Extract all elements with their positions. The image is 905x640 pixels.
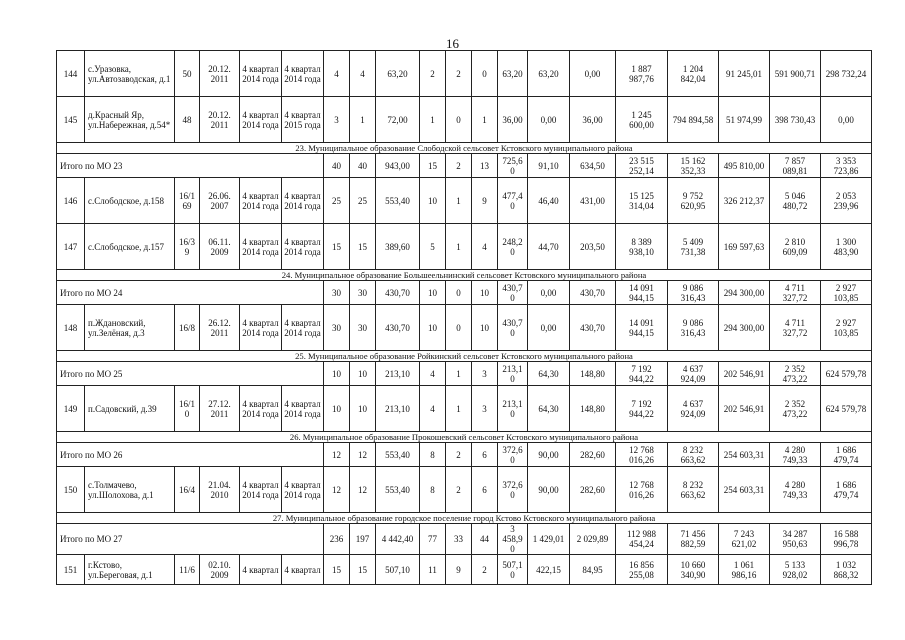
table-cell: 794 894,58	[668, 97, 719, 143]
table-cell: 1 245 600,00	[616, 97, 668, 143]
table-cell: 148,80	[570, 386, 616, 432]
table-cell: 14 091 944,15	[616, 281, 668, 305]
table-cell: 12	[350, 443, 376, 467]
table-cell: 12	[350, 467, 376, 513]
table-cell: 8 232 663,62	[668, 443, 719, 467]
table-cell: 430,70	[376, 281, 420, 305]
page-number: 16	[446, 36, 459, 51]
table-cell: 202 546,91	[719, 386, 770, 432]
table-cell: 26.12. 2011	[200, 305, 240, 351]
table-cell: 4 квартал 2014 года	[282, 224, 324, 270]
table-cell: 10	[420, 305, 446, 351]
table-cell: 30	[350, 305, 376, 351]
table-cell: 63,20	[376, 51, 420, 97]
table-cell: 90,00	[528, 443, 570, 467]
table-cell: 8	[420, 443, 446, 467]
table-cell: 254 603,31	[719, 443, 770, 467]
table-cell: 431,00	[570, 178, 616, 224]
table-cell: 507,1 0	[498, 555, 528, 585]
table-cell: 30	[324, 281, 350, 305]
table-cell: 90,00	[528, 467, 570, 513]
table-cell: 1	[446, 224, 472, 270]
table-cell: 3	[324, 97, 350, 143]
table-cell: 0,00	[528, 305, 570, 351]
table-cell: 16/1 69	[175, 178, 200, 224]
table-cell: 15	[350, 224, 376, 270]
row-number: 145	[57, 97, 85, 143]
subtotal-label: Итого по МО 25	[57, 362, 324, 386]
table-cell: 2 927 103,85	[821, 281, 872, 305]
table-body	[57, 51, 872, 585]
table-cell: 12	[324, 467, 350, 513]
table-cell: 4 442,40	[376, 524, 420, 555]
table-cell: 5 409 731,38	[668, 224, 719, 270]
table-cell: 4	[350, 51, 376, 97]
table-cell: 422,15	[528, 555, 570, 585]
subtotal-label: Итого по МО 27	[57, 524, 324, 555]
table-cell: 236	[324, 524, 350, 555]
table-cell: 1	[350, 97, 376, 143]
table-cell: 4	[420, 386, 446, 432]
table-cell: 4 квартал 2014 года	[240, 224, 282, 270]
table-row	[57, 555, 872, 585]
row-number: 147	[57, 224, 85, 270]
table-cell: 282,60	[570, 467, 616, 513]
table-cell: 4 квартал 2014 года	[240, 386, 282, 432]
table-cell: 254 603,31	[719, 467, 770, 513]
row-number: 148	[57, 305, 85, 351]
table-cell: 507,10	[376, 555, 420, 585]
table-row	[57, 97, 872, 143]
table-cell: 2	[446, 443, 472, 467]
table-cell: 10	[324, 362, 350, 386]
table-cell: 1	[446, 362, 472, 386]
table-cell: 1 887 987,76	[616, 51, 668, 97]
table-cell: 30	[324, 305, 350, 351]
subtotal-label: Итого по МО 23	[57, 154, 324, 178]
table-cell: 4 280 749,33	[770, 443, 821, 467]
table-cell: 4 280 749,33	[770, 467, 821, 513]
table-cell: 30	[350, 281, 376, 305]
address-cell: п.Ждановский, ул.Зелёная, д.3	[85, 305, 175, 351]
table-cell: 9	[446, 555, 472, 585]
table-cell: 4 квартал 2014 года	[282, 51, 324, 97]
table-cell: 298 732,24	[821, 51, 872, 97]
table-cell: 1	[446, 386, 472, 432]
table-cell: 202 546,91	[719, 362, 770, 386]
table-cell: 25	[350, 178, 376, 224]
section-header-row	[57, 513, 872, 524]
table-cell: 4 квартал 2014 года	[240, 467, 282, 513]
table-cell: 10	[420, 281, 446, 305]
row-number: 146	[57, 178, 85, 224]
table-cell: 3 353 723,86	[821, 154, 872, 178]
section-title: 25. Муниципальное образование Ройкинский сельсовет Кстовского муниципального района	[57, 351, 872, 362]
table-cell: 1 429,01	[528, 524, 570, 555]
table-cell: 430,70	[570, 305, 616, 351]
table-cell: 11	[420, 555, 446, 585]
table-cell: 36,00	[498, 97, 528, 143]
table-row	[57, 305, 872, 351]
table-cell: 15	[350, 555, 376, 585]
table-cell: 4 квартал 2015 года	[282, 97, 324, 143]
table-cell: 1	[420, 97, 446, 143]
address-cell: с.Толмачево, ул.Шолохова, д.1	[85, 467, 175, 513]
table-cell: 148,80	[570, 362, 616, 386]
table-cell: 23 515 252,14	[616, 154, 668, 178]
table-cell: 634,50	[570, 154, 616, 178]
table-cell: 725,6 0	[498, 154, 528, 178]
table-cell: 16/1 0	[175, 386, 200, 432]
table-cell: 0	[446, 281, 472, 305]
table-cell: 2	[446, 467, 472, 513]
table-cell: 553,40	[376, 178, 420, 224]
table-cell: 12	[324, 443, 350, 467]
row-number: 151	[57, 555, 85, 585]
table-cell: 10	[350, 386, 376, 432]
subtotal-row	[57, 443, 872, 467]
table-cell: 46,40	[528, 178, 570, 224]
table-cell: 4 квартал 2014 года	[282, 467, 324, 513]
table-cell: 4 711 327,72	[770, 305, 821, 351]
table-cell: 398 730,43	[770, 97, 821, 143]
table-cell: 25	[324, 178, 350, 224]
table-cell: 197	[350, 524, 376, 555]
table-cell: 8 389 938,10	[616, 224, 668, 270]
table-cell: 16/8	[175, 305, 200, 351]
table-cell: 430,70	[376, 305, 420, 351]
table-cell: 10	[472, 305, 498, 351]
table-cell: 5 046 480,72	[770, 178, 821, 224]
table-cell: 44	[472, 524, 498, 555]
table-cell: 14 091 944,15	[616, 305, 668, 351]
table-cell: 15	[420, 154, 446, 178]
table-cell: 26.06. 2007	[200, 178, 240, 224]
table-cell: 4 квартал	[240, 555, 282, 585]
table-cell: 16 856 255,08	[616, 555, 668, 585]
housing-program-table	[56, 50, 872, 585]
table-cell: 2 927 103,85	[821, 305, 872, 351]
address-cell: д.Красный Яр, ул.Набережная, д.54*	[85, 97, 175, 143]
table-cell: 0,00	[528, 97, 570, 143]
table-cell: 1 032 868,32	[821, 555, 872, 585]
table-cell: 0	[472, 51, 498, 97]
table-cell: 2	[472, 555, 498, 585]
table-row	[57, 224, 872, 270]
table-cell: 4 637 924,09	[668, 362, 719, 386]
table-cell: 40	[324, 154, 350, 178]
table-cell: 16/4	[175, 467, 200, 513]
table-cell: 9	[472, 178, 498, 224]
subtotal-row	[57, 154, 872, 178]
table-cell: 3	[472, 386, 498, 432]
table-cell: 9 752 620,95	[668, 178, 719, 224]
table-cell: 4 квартал 2014 года	[240, 178, 282, 224]
subtotal-row	[57, 524, 872, 555]
address-cell: с.Уразовка, ул.Автозаводская, д.1	[85, 51, 175, 97]
table-cell: 3	[472, 362, 498, 386]
table-cell: 372,6 0	[498, 443, 528, 467]
table-cell: 4 711 327,72	[770, 281, 821, 305]
table-cell: 624 579,78	[821, 362, 872, 386]
subtotal-label: Итого по МО 26	[57, 443, 324, 467]
table-cell: 0	[446, 305, 472, 351]
table-cell: 4 637 924,09	[668, 386, 719, 432]
table-cell: 48	[175, 97, 200, 143]
section-title: 26. Муниципальное образование Прокошевский сельсовет Кстовского муниципального района	[57, 432, 872, 443]
table-cell: 2 810 609,09	[770, 224, 821, 270]
table-cell: 4 квартал 2014 года	[282, 386, 324, 432]
table-row	[57, 51, 872, 97]
table-cell: 64,30	[528, 386, 570, 432]
table-cell: 1 686 479,74	[821, 467, 872, 513]
section-header-row	[57, 351, 872, 362]
table-cell: 294 300,00	[719, 281, 770, 305]
address-cell: п.Садовский, д.39	[85, 386, 175, 432]
table-cell: 2	[446, 51, 472, 97]
table-cell: 495 810,00	[719, 154, 770, 178]
table-cell: 11/6	[175, 555, 200, 585]
table-cell: 430,7 0	[498, 281, 528, 305]
table-cell: 430,7 0	[498, 305, 528, 351]
address-cell: с.Слободское, д.158	[85, 178, 175, 224]
table-cell: 213,1 0	[498, 386, 528, 432]
table-cell: 1 300 483,90	[821, 224, 872, 270]
table-cell: 4 квартал	[282, 555, 324, 585]
table-cell: 72,00	[376, 97, 420, 143]
table-row	[57, 178, 872, 224]
table-cell: 64,30	[528, 362, 570, 386]
table-cell: 4	[324, 51, 350, 97]
table-cell: 213,10	[376, 362, 420, 386]
table-cell: 5 133 928,02	[770, 555, 821, 585]
table-cell: 1 686 479,74	[821, 443, 872, 467]
table-cell: 213,10	[376, 386, 420, 432]
table-cell: 10	[472, 281, 498, 305]
table-cell: 4 квартал 2014 года	[282, 305, 324, 351]
table-cell: 2 352 473,22	[770, 362, 821, 386]
table-row	[57, 467, 872, 513]
table-cell: 50	[175, 51, 200, 97]
table-cell: 20.12. 2011	[200, 97, 240, 143]
table-cell: 213,1 0	[498, 362, 528, 386]
table-cell: 2 352 473,22	[770, 386, 821, 432]
table-cell: 248,2 0	[498, 224, 528, 270]
table-cell: 4 квартал 2014 года	[282, 178, 324, 224]
table-cell: 7 857 089,81	[770, 154, 821, 178]
table-cell: 0,00	[821, 97, 872, 143]
table-cell: 63,20	[528, 51, 570, 97]
table-cell: 16 588 996,78	[821, 524, 872, 555]
table-cell: 12 768 016,26	[616, 443, 668, 467]
table-cell: 20.12. 2011	[200, 51, 240, 97]
table-cell: 02.10. 2009	[200, 555, 240, 585]
subtotal-label: Итого по МО 24	[57, 281, 324, 305]
subtotal-row	[57, 362, 872, 386]
table-cell: 2	[420, 51, 446, 97]
table-cell: 3 458,9 0	[498, 524, 528, 555]
table-cell: 430,70	[570, 281, 616, 305]
table-cell: 4 квартал 2014 года	[240, 305, 282, 351]
table-cell: 282,60	[570, 443, 616, 467]
table-cell: 0,00	[570, 51, 616, 97]
section-header-row	[57, 432, 872, 443]
table-cell: 1 204 842,04	[668, 51, 719, 97]
table-cell: 389,60	[376, 224, 420, 270]
address-cell: с.Слободское, д.157	[85, 224, 175, 270]
table-cell: 40	[350, 154, 376, 178]
table-cell: 169 597,63	[719, 224, 770, 270]
table-cell: 0	[446, 97, 472, 143]
table-cell: 10 660 340,90	[668, 555, 719, 585]
table-cell: 4 квартал 2014 года	[240, 97, 282, 143]
subtotal-row	[57, 281, 872, 305]
table-cell: 6	[472, 467, 498, 513]
table-cell: 591 900,71	[770, 51, 821, 97]
table-cell: 15 125 314,04	[616, 178, 668, 224]
table-cell: 51 974,99	[719, 97, 770, 143]
section-header-row	[57, 270, 872, 281]
row-number: 144	[57, 51, 85, 97]
table-cell: 5	[420, 224, 446, 270]
table-cell: 624 579,78	[821, 386, 872, 432]
table-cell: 1	[472, 97, 498, 143]
table-cell: 15 162 352,33	[668, 154, 719, 178]
table-cell: 7 243 621,02	[719, 524, 770, 555]
table-cell: 203,50	[570, 224, 616, 270]
table-cell: 4 квартал 2014 года	[240, 51, 282, 97]
address-cell: г.Кстово, ул.Береговая, д.1	[85, 555, 175, 585]
table-cell: 4	[420, 362, 446, 386]
section-title: 27. Муниципальное образование городское поселение город Кстово Кстовского муниципального района	[57, 513, 872, 524]
table-cell: 477,4 0	[498, 178, 528, 224]
table-cell: 71 456 882,59	[668, 524, 719, 555]
table-cell: 553,40	[376, 443, 420, 467]
table-cell: 84,95	[570, 555, 616, 585]
section-header-row	[57, 143, 872, 154]
table-cell: 294 300,00	[719, 305, 770, 351]
row-number: 150	[57, 467, 85, 513]
table-cell: 9 086 316,43	[668, 305, 719, 351]
row-number: 149	[57, 386, 85, 432]
table-cell: 7 192 944,22	[616, 362, 668, 386]
table-cell: 1	[446, 178, 472, 224]
table-cell: 15	[324, 555, 350, 585]
table-cell: 0,00	[528, 281, 570, 305]
table-cell: 326 212,37	[719, 178, 770, 224]
table-cell: 91 245,01	[719, 51, 770, 97]
table-cell: 06.11. 2009	[200, 224, 240, 270]
table-cell: 77	[420, 524, 446, 555]
table-cell: 10	[420, 178, 446, 224]
table-cell: 21.04. 2010	[200, 467, 240, 513]
table-cell: 8	[420, 467, 446, 513]
table-cell: 2 029,89	[570, 524, 616, 555]
section-title: 24. Муниципальное образование Большеельнинский сельсовет Кстовского муниципального района	[57, 270, 872, 281]
table-cell: 2	[446, 154, 472, 178]
table-cell: 372,6 0	[498, 467, 528, 513]
table-cell: 91,10	[528, 154, 570, 178]
table-cell: 44,70	[528, 224, 570, 270]
table-cell: 7 192 944,22	[616, 386, 668, 432]
table-cell: 10	[350, 362, 376, 386]
table-cell: 36,00	[570, 97, 616, 143]
table-cell: 943,00	[376, 154, 420, 178]
table-cell: 13	[472, 154, 498, 178]
table-cell: 2 053 239,96	[821, 178, 872, 224]
table-cell: 15	[324, 224, 350, 270]
table-cell: 1 061 986,16	[719, 555, 770, 585]
table-cell: 4	[472, 224, 498, 270]
table-cell: 16/3 9	[175, 224, 200, 270]
table-cell: 112 988 454,24	[616, 524, 668, 555]
table-cell: 12 768 016,26	[616, 467, 668, 513]
table-cell: 10	[324, 386, 350, 432]
table-cell: 553,40	[376, 467, 420, 513]
table-cell: 8 232 663,62	[668, 467, 719, 513]
table-cell: 6	[472, 443, 498, 467]
section-title: 23. Муниципальное образование Слободской сельсовет Кстовского муниципального района	[57, 143, 872, 154]
table-cell: 34 287 950,63	[770, 524, 821, 555]
table-cell: 33	[446, 524, 472, 555]
table-cell: 9 086 316,43	[668, 281, 719, 305]
table-cell: 63,20	[498, 51, 528, 97]
table-cell: 27.12. 2011	[200, 386, 240, 432]
table-row	[57, 386, 872, 432]
